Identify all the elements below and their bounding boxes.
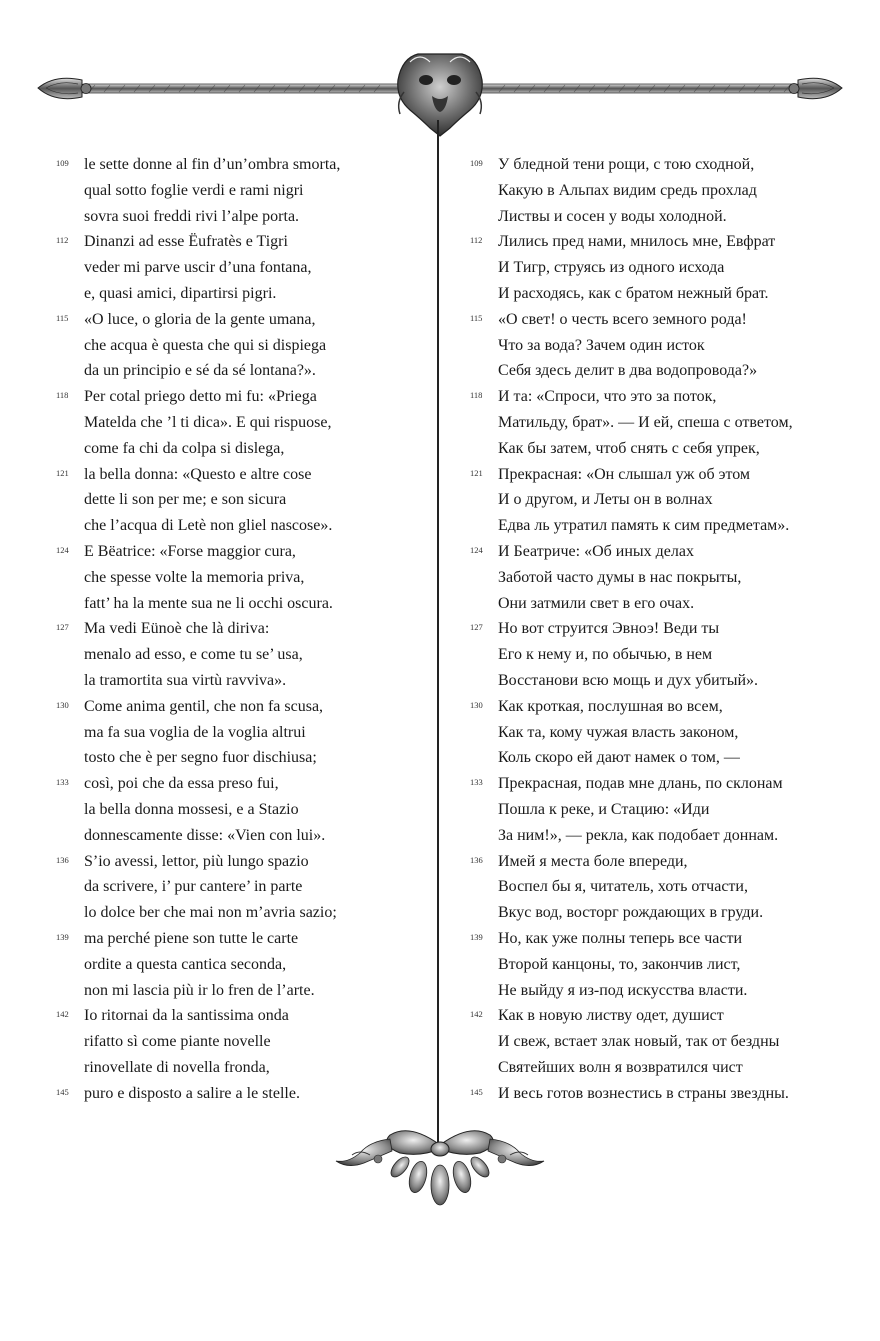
verse-line: Заботой часто думы в нас покрыты, xyxy=(498,568,742,586)
stanza xyxy=(470,384,860,461)
verse-number: 136 xyxy=(470,854,483,865)
verse-line: Как кроткая, послушная во всем, xyxy=(498,697,723,715)
verse-number: 130 xyxy=(470,699,483,710)
verse-line: la bella donna mossesi, e a Stazio xyxy=(84,800,299,818)
verse-line: come fa chi da colpa si dislega, xyxy=(84,439,285,457)
verse-line: Io ritornai da la santissima onda xyxy=(84,1007,289,1025)
verse-line: rinovellate di novella fronda, xyxy=(84,1058,270,1076)
verse-line: Себя здесь делит в два водопровода?» xyxy=(498,362,758,380)
verse-line: fatt’ ha la mente sua ne li occhi oscura. xyxy=(84,594,333,612)
verse-line: Его к нему и, по обычью, в нем xyxy=(498,646,713,664)
verse-line: ordite a questa cantica seconda, xyxy=(84,955,287,973)
verse-line: donnescamente disse: «Vien con lui». xyxy=(84,826,326,844)
verse-line: Второй канцоны, то, закончив лист, xyxy=(498,955,741,973)
verse-line: И та: «Спроси, что это за поток, xyxy=(498,388,717,406)
stanza xyxy=(470,616,860,693)
verse-number: 115 xyxy=(56,312,69,323)
verse-line: Что за вода? Зачем один исток xyxy=(498,336,705,354)
verse-line: Пошла к реке, и Стацию: «Иди xyxy=(498,800,710,818)
stanza xyxy=(470,539,860,616)
verse-line: le sette donne al fin d’un’ombra smorta, xyxy=(84,156,341,173)
verse-number: 112 xyxy=(56,235,69,246)
verse-line: Не выйду я из-под искусства власти. xyxy=(498,981,748,999)
stanza xyxy=(56,307,426,384)
verse-number: 133 xyxy=(470,777,483,788)
verse-line: Воспел бы я, читатель, хоть отчасти, xyxy=(498,878,748,896)
verse-number: 112 xyxy=(470,235,483,246)
verse-line: Восстанови всю мощь и дух убитый». xyxy=(498,671,758,689)
stanza xyxy=(470,849,860,926)
top-rod-ornament xyxy=(0,40,880,140)
verse-line: che spesse volte la memoria priva, xyxy=(84,568,305,586)
verse-line: Прекрасная, подав мне длань, по склонам xyxy=(498,775,783,793)
verse-number: 142 xyxy=(470,1009,483,1020)
verse-line: Как та, кому чужая власть законом, xyxy=(498,723,739,741)
verse-line: lo dolce ber che mai non m’avria sazio; xyxy=(84,904,337,922)
stanza xyxy=(56,1003,426,1080)
stanza xyxy=(470,694,860,771)
verse-line: la tramortita sua virtù ravviva». xyxy=(84,671,287,689)
verse-line: У бледной тени рощи, с тою сходной, xyxy=(498,156,755,173)
left-finial-ornament xyxy=(38,78,91,99)
verse-line: И весь готов вознестись в страны звездны. xyxy=(498,1084,789,1102)
lion-mask-ornament xyxy=(398,54,483,136)
verse-line: И Тигр, струясь из одного исхода xyxy=(498,259,725,277)
stanza xyxy=(470,229,860,306)
verse-line: Святейших волн я возвратился чист xyxy=(498,1058,743,1076)
stanza xyxy=(470,1081,860,1107)
stanza xyxy=(56,229,426,306)
verse-line: Как бы затем, чтоб снять с себя упрек, xyxy=(498,439,760,457)
stanza xyxy=(56,616,426,693)
verse-number: 124 xyxy=(56,544,69,555)
verse-line: veder mi parve uscir d’una fontana, xyxy=(84,259,312,277)
stanza xyxy=(470,771,860,848)
verse-number: 136 xyxy=(56,854,69,865)
verse-number: 127 xyxy=(56,622,69,633)
verse-line: Dinanzi ad esse Ëufratès e Tigri xyxy=(84,233,288,251)
verse-line: Per cotal priego detto mi fu: «Priega xyxy=(84,388,317,406)
verse-line: И Беатриче: «Об иных делах xyxy=(498,542,694,560)
verse-line: E Bëatrice: «Forse maggior cura, xyxy=(84,542,296,560)
verse-line: Лились пред нами, мнилось мне, Евфрат xyxy=(498,233,776,251)
verse-line: menalo ad esso, e come tu se’ usa, xyxy=(84,646,303,664)
verse-number: 139 xyxy=(470,931,483,942)
verse-number: 130 xyxy=(56,699,69,710)
verse-number: 142 xyxy=(56,1009,69,1020)
verse-line: Они затмили свет в его очах. xyxy=(498,594,695,612)
verse-line: За ним!», — рекла, как подобает доннам. xyxy=(498,826,779,844)
verse-number: 115 xyxy=(470,312,483,323)
verse-number: 118 xyxy=(470,390,483,401)
verse-line: Листвы и сосен у воды холодной. xyxy=(498,207,727,225)
verse-number: 145 xyxy=(56,1086,69,1097)
verse-line: ma perché piene son tutte le carte xyxy=(84,929,299,947)
stanza xyxy=(470,462,860,539)
bottom-bow-ornament xyxy=(330,1115,550,1225)
right-finial-ornament xyxy=(789,78,842,99)
verse-number: 139 xyxy=(56,931,69,942)
stanza xyxy=(56,384,426,461)
verse-line: Come anima gentil, che non fa scusa, xyxy=(84,697,324,715)
verse-line: Какую в Альпах видим средь прохлад xyxy=(498,181,757,199)
verse-line: Но, как уже полны теперь все части xyxy=(498,929,743,947)
verse-number: 145 xyxy=(470,1086,483,1097)
verse-line: Как в новую листву одет, душист xyxy=(498,1007,724,1025)
stanza xyxy=(470,152,860,229)
verse-line: tosto che è per segno fuor dischiusa; xyxy=(84,749,317,767)
verse-number: 124 xyxy=(470,544,483,555)
verse-line: che l’acqua di Letè non gliel nascose». xyxy=(84,517,333,535)
verse-line: «О свет! о честь всего земного рода! xyxy=(498,310,747,328)
verse-number: 127 xyxy=(470,622,483,633)
verse-line: «O luce, o gloria de la gente umana, xyxy=(84,310,316,328)
verse-line: rifatto sì come piante novelle xyxy=(84,1033,271,1051)
verse-number: 121 xyxy=(56,467,69,478)
stanza xyxy=(56,539,426,616)
verse-line: Вкус вод, восторг рождающих в груди. xyxy=(498,904,764,922)
verse-number: 133 xyxy=(56,777,69,788)
verse-line: Коль скоро ей дают намек о том, — xyxy=(498,749,740,767)
verse-line: И свеж, встает злак новый, так от бездны xyxy=(498,1033,780,1051)
verse-line: И о другом, и Леты он в волнах xyxy=(498,491,713,509)
verse-line: da un principio e sé da sé lontana?». xyxy=(84,362,316,380)
verse-line: Matelda che ’l ti dica». E qui rispuose, xyxy=(84,413,332,431)
verse-line: Прекрасная: «Он слышал уж об этом xyxy=(498,465,751,483)
stanza xyxy=(470,1003,860,1080)
verse-line: qual sotto foglie verdi e rami nigri xyxy=(84,181,304,199)
stanza xyxy=(56,771,426,848)
verse-line: la bella donna: «Questo e altre cose xyxy=(84,465,312,483)
verse-line: e, quasi amici, dipartirsi pigri. xyxy=(84,284,277,302)
verse-number: 109 xyxy=(56,158,69,168)
verse-line: da scrivere, i’ pur cantere’ in parte xyxy=(84,878,303,896)
stanza xyxy=(56,849,426,926)
stanza xyxy=(470,926,860,1003)
verse-line: Едва ль утратил память к сим предметам». xyxy=(498,517,790,535)
verse-line: Матильду, брат». — И ей, спеша с ответом, xyxy=(498,413,793,431)
verse-line: ma fa sua voglia de la voglia altrui xyxy=(84,723,306,741)
verse-number: 109 xyxy=(470,158,483,168)
verse-line: che acqua è questa che qui si dispiega xyxy=(84,336,327,354)
stanza xyxy=(56,926,426,1003)
verse-line: Имей я места боле впереди, xyxy=(498,852,688,870)
verse-line: dette li son per me; e son sicura xyxy=(84,491,287,509)
stanza xyxy=(56,462,426,539)
verse-line: puro e disposto a salire a le stelle. xyxy=(84,1084,300,1102)
verse-line: sovra suoi freddi rivi l’alpe porta. xyxy=(84,207,300,225)
verse-line: così, poi che da essa preso fui, xyxy=(84,775,279,793)
stanza xyxy=(470,307,860,384)
russian-text-column xyxy=(470,152,860,1106)
stanza xyxy=(56,694,426,771)
verse-line: И расходясь, как с братом нежный брат. xyxy=(498,284,769,302)
verse-line: Ma vedi Eünoè che là diriva: xyxy=(84,620,270,638)
verse-line: S’io avessi, lettor, più lungo spazio xyxy=(84,852,309,870)
verse-number: 121 xyxy=(470,467,483,478)
italian-text-column xyxy=(56,152,426,1106)
verse-number: 118 xyxy=(56,390,69,401)
verse-line: Но вот струится Эвноэ! Веди ты xyxy=(498,620,720,638)
stanza xyxy=(56,152,426,229)
center-divider-line xyxy=(436,120,440,1150)
stanza xyxy=(56,1081,426,1107)
verse-line: non mi lascia più ir lo fren de l’arte. xyxy=(84,981,315,999)
